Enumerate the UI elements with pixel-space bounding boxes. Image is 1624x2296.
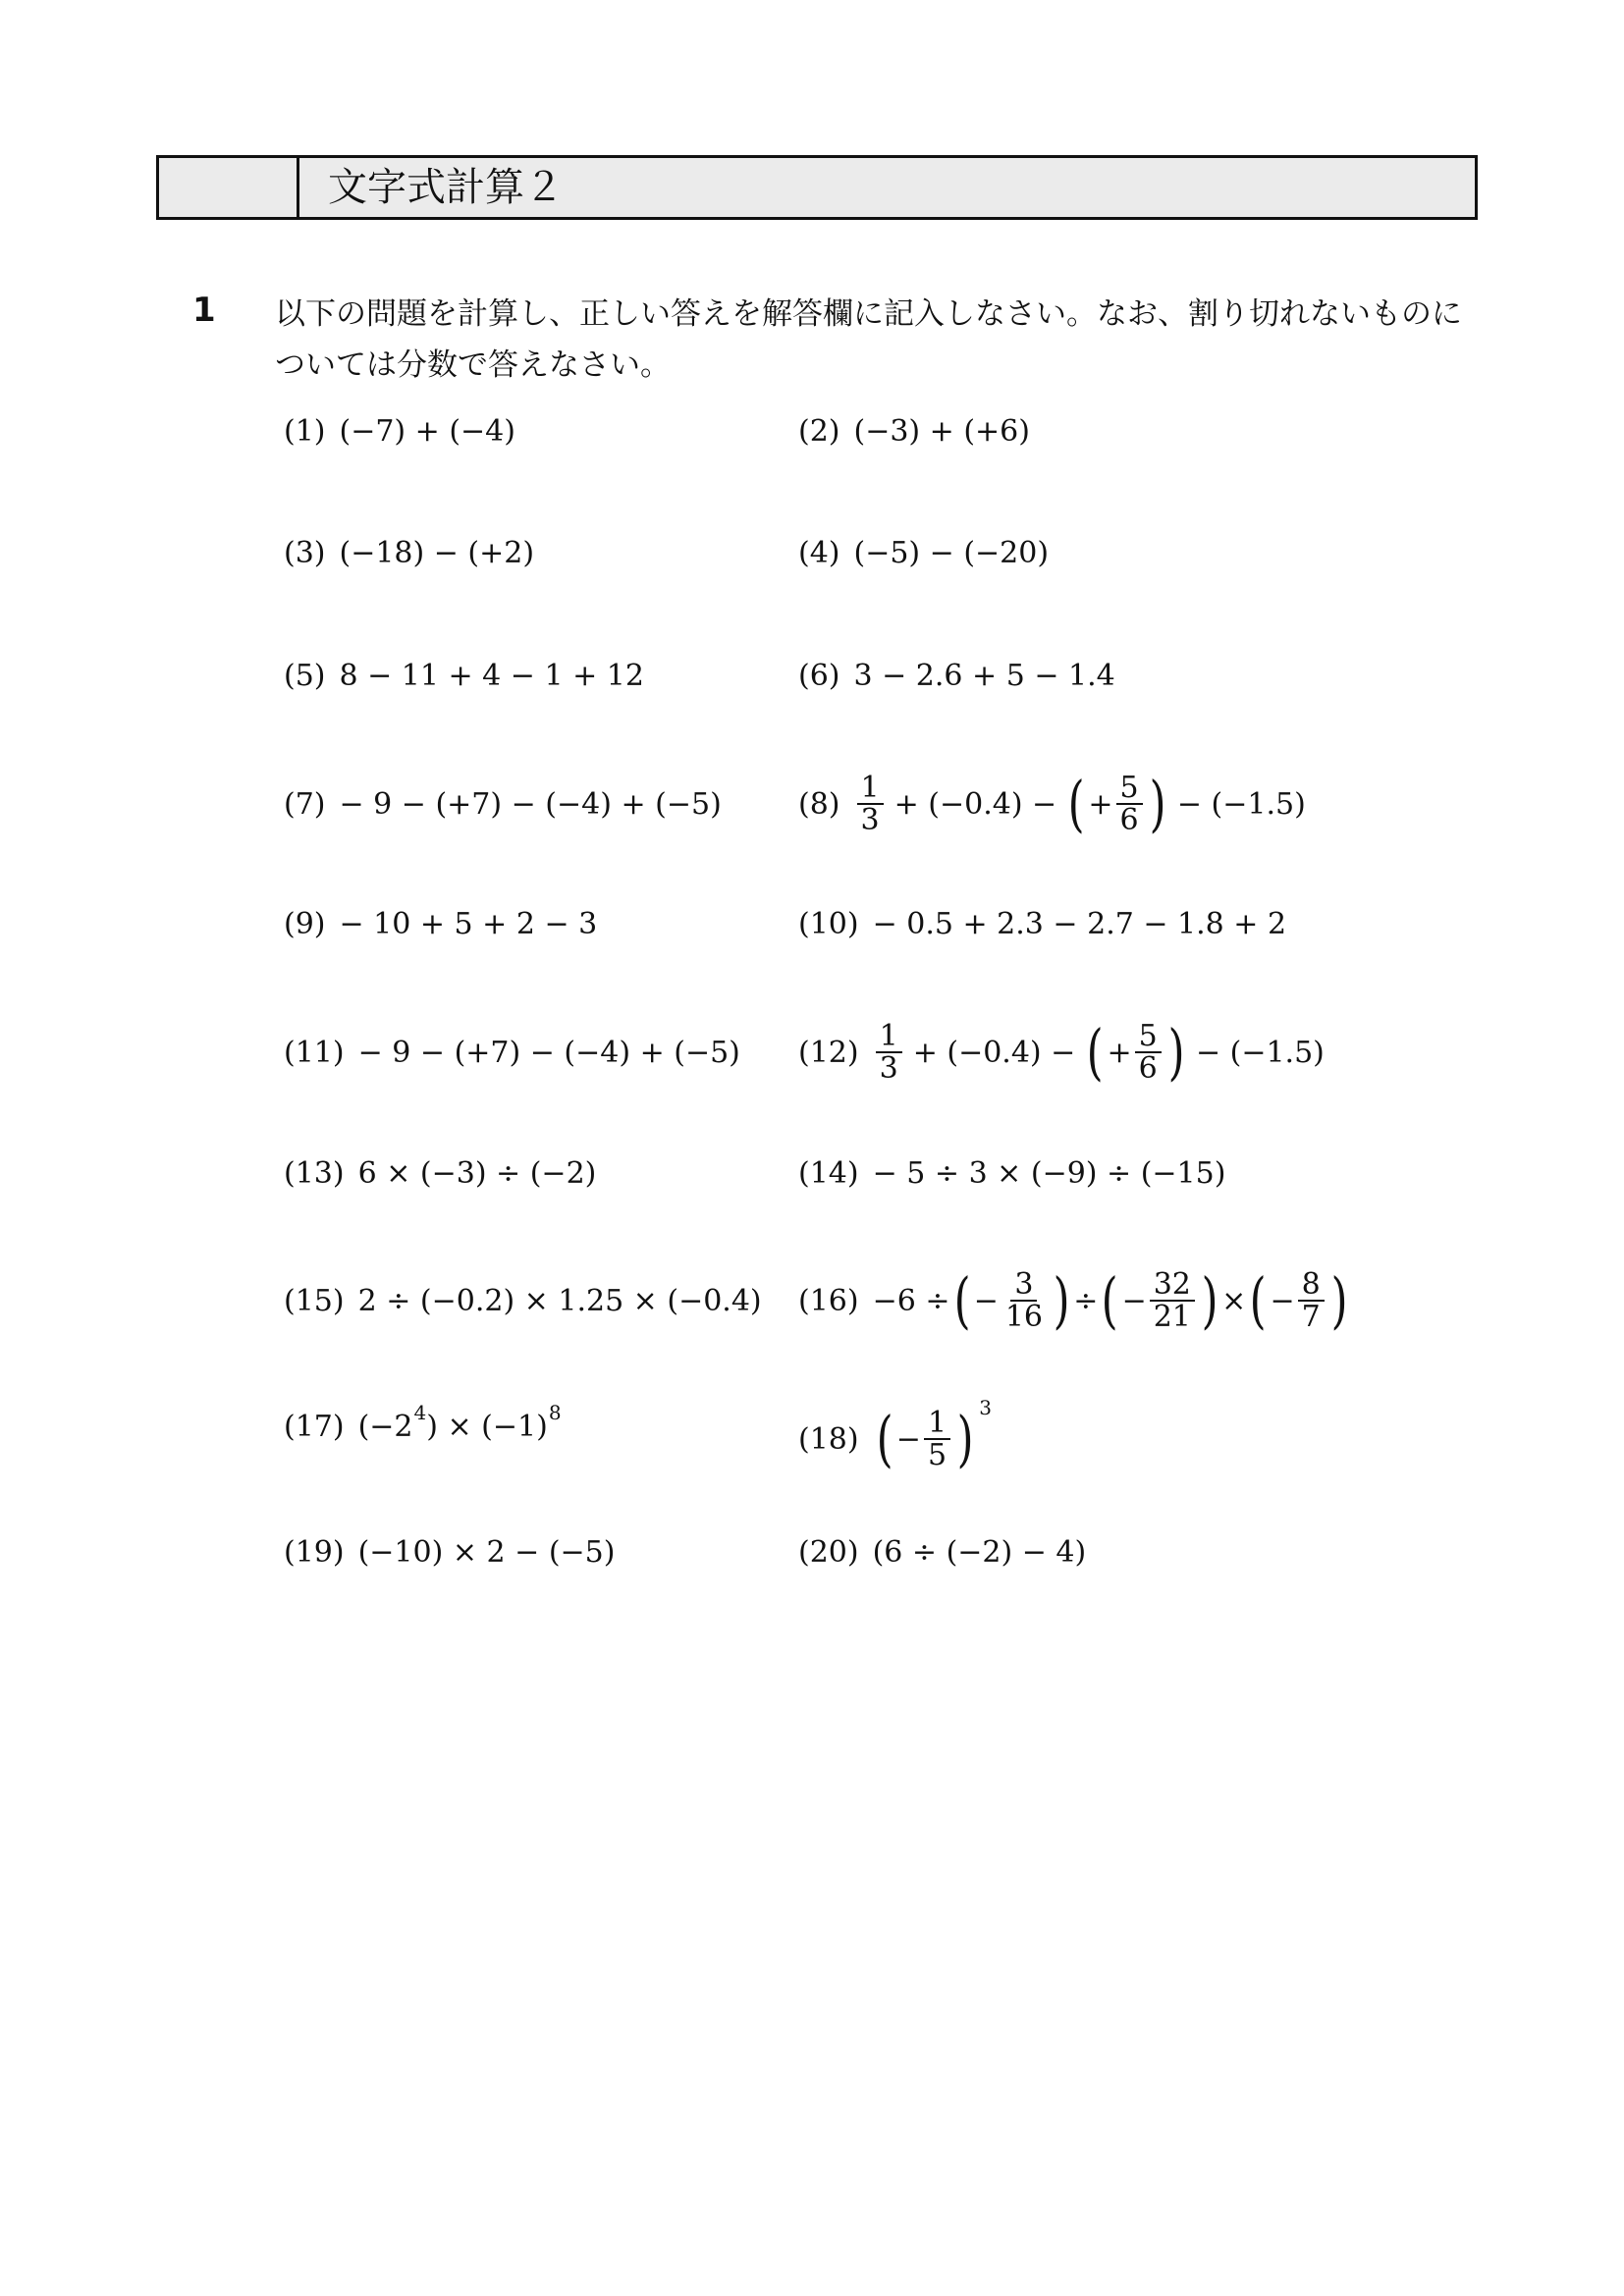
right-paren: ) [1201,1264,1218,1336]
question-instruction: 以下の問題を計算し、正しい答えを解答欄に記入しなさい。なお、割り切れないものについては分数で答えなさい。 [275,296,1462,383]
problem-expression: − 10 + 5 + 2 − 3 [339,906,598,941]
left-paren: ( [1067,768,1085,839]
problem-number: (20) [798,1534,859,1570]
fraction-denominator: 3 [879,1051,898,1086]
fraction-numerator: 32 [1150,1269,1195,1303]
fraction-denominator: 7 [1301,1300,1321,1334]
problem-2 [798,382,1030,480]
right-paren: ) [1149,768,1166,839]
fraction [924,1405,950,1472]
problem-number: (15) [284,1283,345,1318]
problem-expression: $\frac{1}{3}$ + (−0.4) − ( + $\frac{5}{6}$ ) − (−1.5) [873,1021,1325,1085]
fraction-numerator: 1 [924,1408,950,1441]
problem-number: (7) [284,786,326,822]
problem-expression: − 5 ÷ 3 × (−9) ÷ (−15) [872,1155,1226,1191]
problem-expression: (−18) − (+2) [339,535,535,570]
problem-5 [284,626,644,724]
problem-number: (8) [798,786,840,822]
problem-number: (2) [798,413,840,449]
fraction [1298,1266,1325,1334]
fraction-numerator: 1 [857,773,884,806]
problem-18 [798,1390,992,1488]
problem-8 [798,755,1306,853]
problem-number: (3) [284,535,326,570]
problem-number: (18) [798,1421,859,1457]
problem-3 [284,504,534,602]
fraction-denominator: 3 [860,803,880,837]
problem-expression: − 9 − (+7) − (−4) + (−5) [339,786,722,822]
problem-number: (9) [284,906,326,941]
fraction [857,770,884,837]
problem-expression: (6 ÷ (−2) − 4) [872,1534,1087,1570]
problem-number: (1) [284,413,326,449]
fraction-denominator: 6 [1119,803,1139,837]
fraction-numerator: 5 [1135,1021,1162,1054]
title-box [156,155,1478,220]
problem-19 [284,1503,615,1601]
problem-16 [798,1252,1351,1350]
fraction-numerator: 1 [876,1021,902,1054]
fraction [1150,1266,1195,1334]
problem-expression: (−10) × 2 − (−5) [357,1534,616,1570]
problem-expression: (−5) − (−20) [853,535,1050,570]
fraction-denominator: 5 [927,1438,947,1472]
expression-part: − (−1.5) [1195,1035,1325,1070]
expression-part: ) × (−1) [426,1409,548,1444]
problem-15 [284,1252,762,1350]
problem-expression: 8 − 11 + 4 − 1 + 12 [339,658,644,693]
problem-7 [284,755,722,853]
left-paren: ( [1086,1016,1104,1088]
exponent: 4 [413,1401,427,1424]
fraction-denominator: 6 [1138,1051,1158,1086]
right-paren: ) [956,1403,974,1474]
problem-expression: 3 − 2.6 + 5 − 1.4 [853,658,1115,693]
problem-1 [284,382,515,480]
title-box-left-cell [159,158,299,217]
problem-11 [284,1003,740,1101]
fraction [876,1018,902,1086]
exponent: 8 [548,1401,562,1424]
problem-4 [798,504,1049,602]
problem-number: (17) [284,1409,345,1444]
problem-6 [798,626,1115,724]
right-paren: ) [1053,1264,1070,1336]
problem-expression: (−7) + (−4) [339,413,515,449]
problem-number: (11) [284,1035,345,1070]
fraction-numerator: 5 [1116,773,1143,806]
left-paren: ( [953,1264,971,1336]
problem-number: (19) [284,1534,345,1570]
fraction-denominator: 21 [1153,1300,1191,1334]
problem-expression: − 0.5 + 2.3 − 2.7 − 1.8 + 2 [872,906,1287,941]
problem-number: (5) [284,658,326,693]
fraction [1001,1266,1047,1334]
expression-part: −6 ÷ [872,1283,950,1318]
fraction-numerator: 3 [1010,1269,1037,1303]
expression-part: + (−0.4) − [912,1035,1076,1070]
left-paren: ( [1249,1264,1267,1336]
problem-expression [357,1401,562,1444]
problem-expression: ( − $\frac{1}{5}$ ) 3 [876,1396,992,1474]
problem-expression: $\frac{1}{3}$ + (−0.4) − ( + $\frac{5}{6}$ ) − (−1.5) [854,773,1306,836]
problem-10 [798,875,1286,973]
right-paren: ) [1167,1016,1185,1088]
problem-13 [284,1124,596,1222]
problem-number: (13) [284,1155,345,1191]
problem-17 [284,1377,562,1475]
problem-expression: 6 × (−3) ÷ (−2) [357,1155,597,1191]
fraction-numerator: 8 [1298,1269,1325,1303]
problem-number: (16) [798,1283,859,1318]
problem-number: (14) [798,1155,859,1191]
right-paren: ) [1330,1264,1348,1336]
problem-14 [798,1124,1225,1222]
page-title: 文字式計算２ [328,165,564,210]
problem-number: (6) [798,658,840,693]
problem-12 [798,1003,1325,1101]
problem-number: (4) [798,535,840,570]
fraction [1135,1018,1162,1086]
problem-expression: − 9 − (+7) − (−4) + (−5) [357,1035,740,1070]
expression-part: (−2 [357,1409,413,1444]
problem-number: (10) [798,906,859,941]
fraction-denominator: 16 [1004,1300,1044,1334]
problem-expression: (−3) + (+6) [853,413,1030,449]
question-number: 1 [192,291,216,330]
exponent: 3 [979,1396,992,1419]
problem-number: (12) [798,1035,859,1070]
problem-9 [284,875,597,973]
expression-part: + (−0.4) − [893,786,1057,822]
fraction [1116,770,1143,837]
left-paren: ( [876,1403,893,1474]
problem-20 [798,1503,1086,1601]
expression-part: − (−1.5) [1176,786,1306,822]
left-paren: ( [1102,1264,1118,1336]
problem-expression: −6 ÷ ( − $\frac{3}{16}$ ) ÷ ( − $\frac{32}{21}$ ) × ( − $\frac{8}{7}$ ) [872,1264,1348,1336]
problem-expression: 2 ÷ (−0.2) × 1.25 × (−0.4) [357,1283,762,1318]
